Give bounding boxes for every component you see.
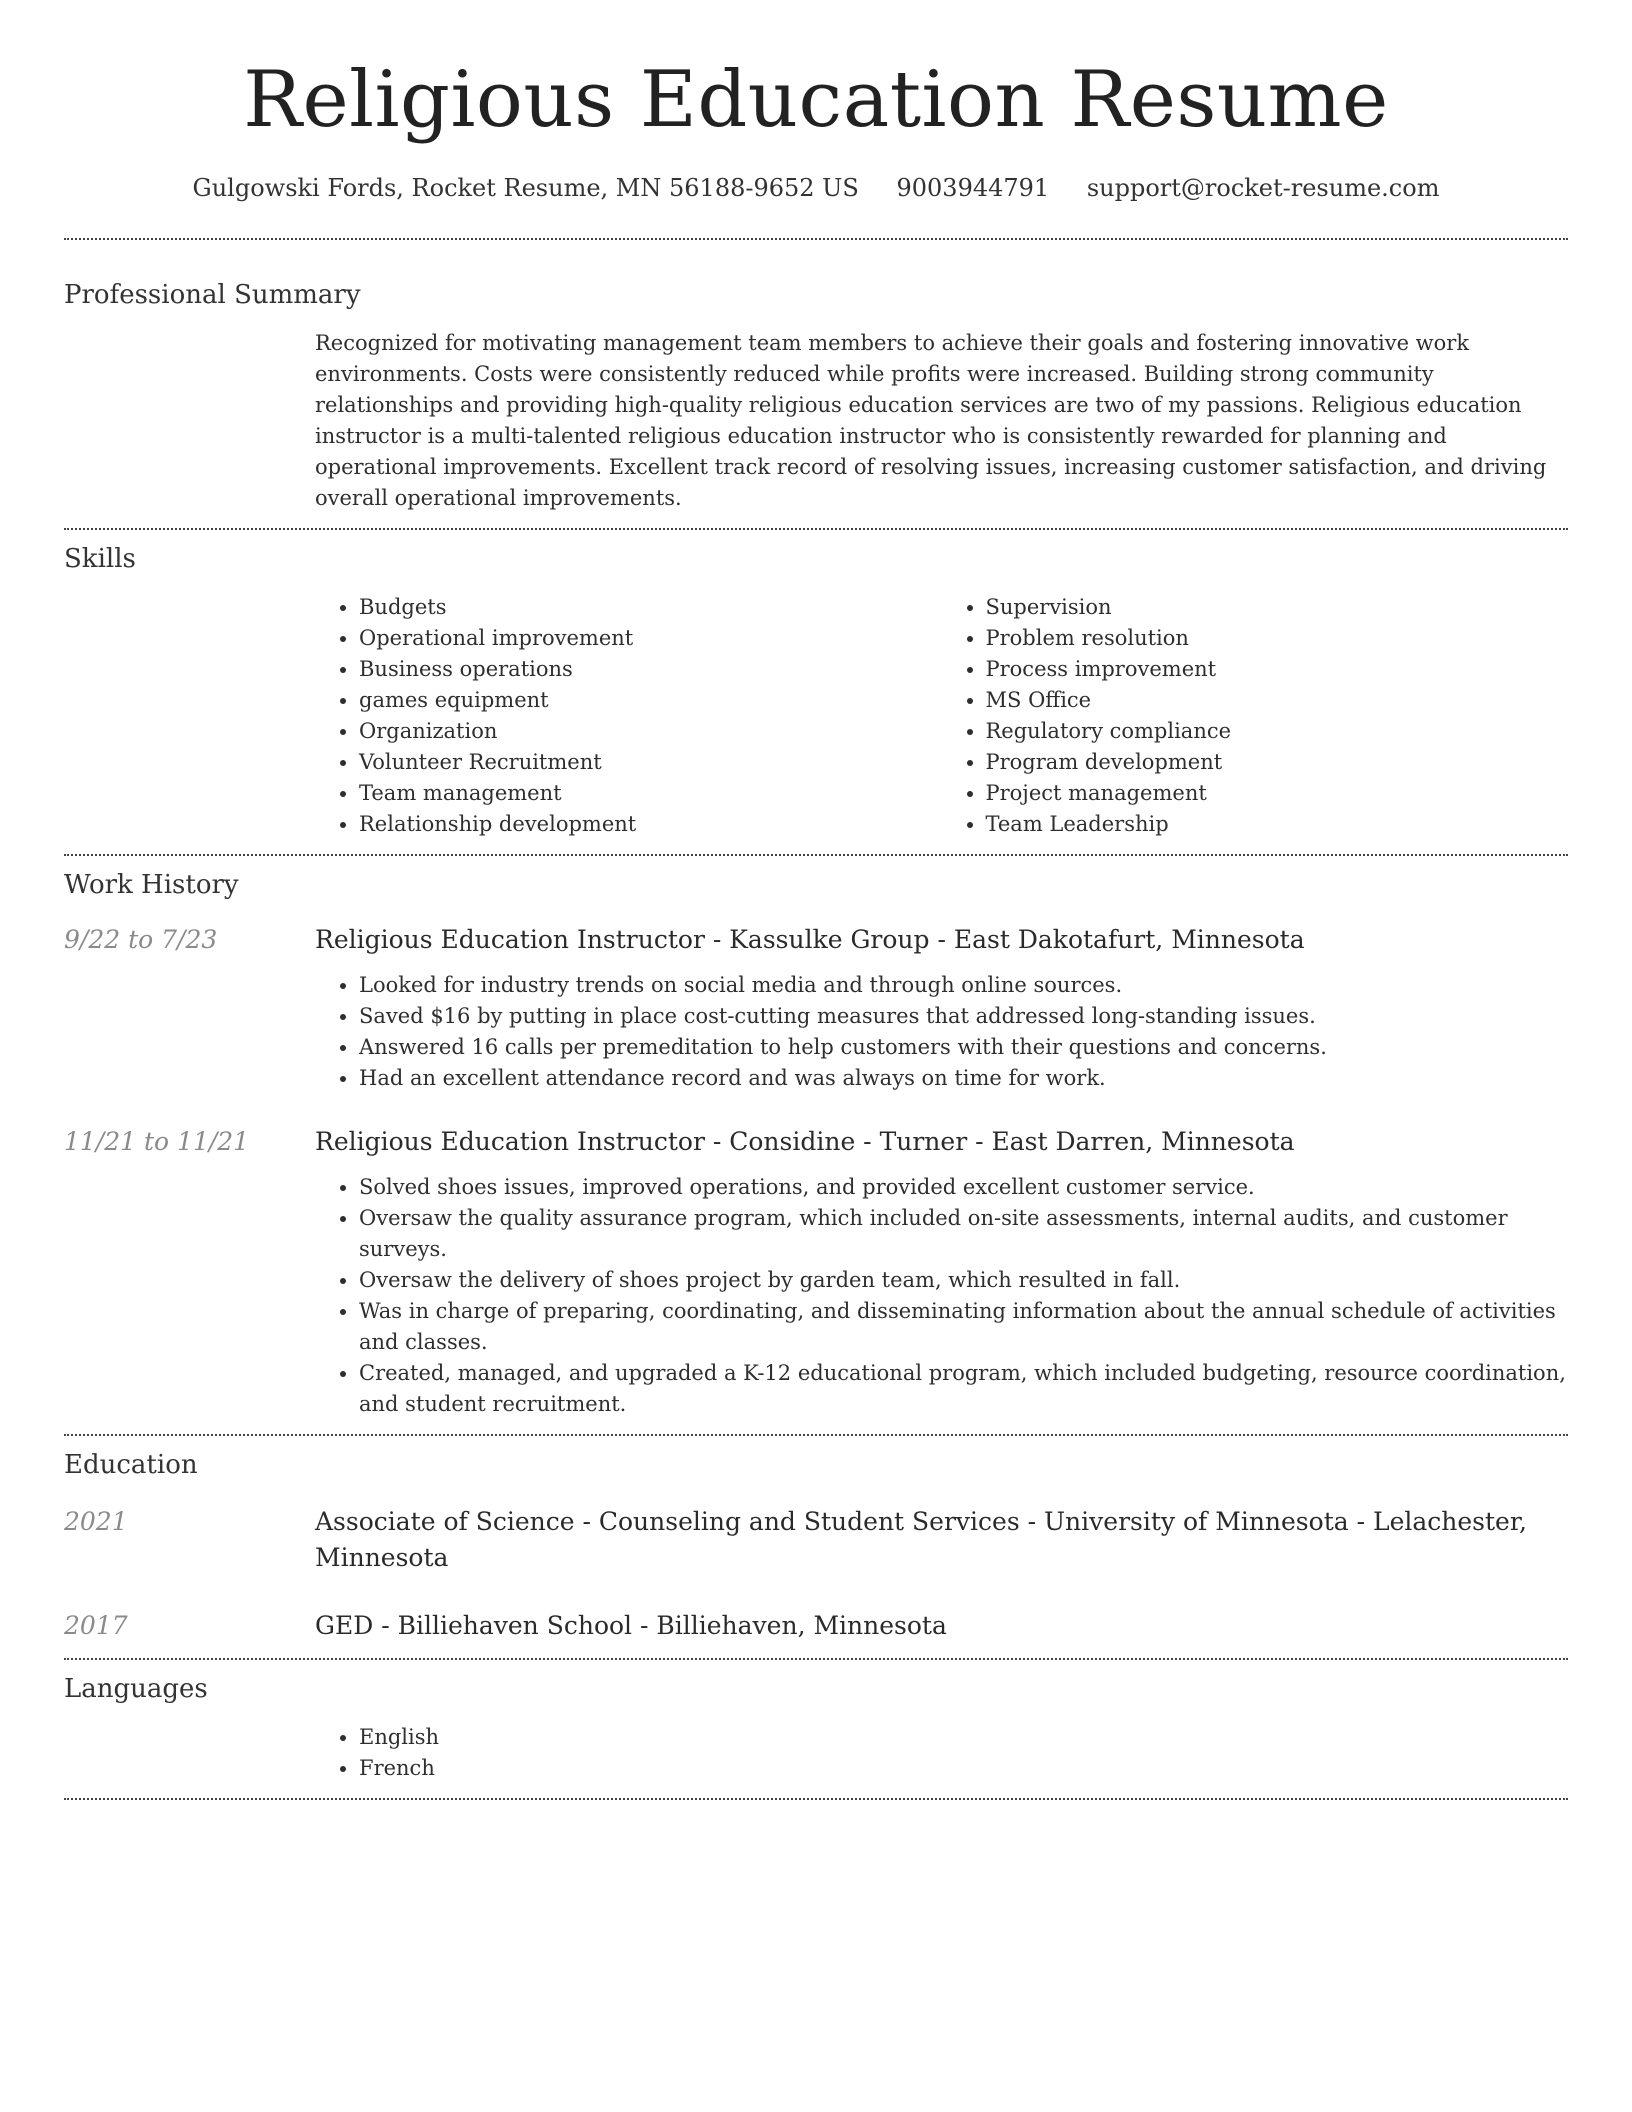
education-year: 2021 bbox=[64, 1507, 128, 1536]
job-bullet: • Looked for industry trends on social media and through online sources. bbox=[359, 970, 1568, 1001]
skill-item: • Team Leadership bbox=[986, 809, 1569, 840]
skill-item: • Volunteer Recruitment bbox=[359, 747, 942, 778]
education-year: 2017 bbox=[64, 1611, 128, 1640]
section-title-skills: Skills bbox=[64, 544, 136, 574]
section-title-languages: Languages bbox=[64, 1674, 208, 1704]
skill-item: • Business operations bbox=[359, 654, 942, 685]
skill-item: • Process improvement bbox=[986, 654, 1569, 685]
job-dates: 11/21 to 11/21 bbox=[64, 1127, 250, 1156]
skill-item: • MS Office bbox=[986, 685, 1569, 716]
skill-item: • Relationship development bbox=[359, 809, 942, 840]
divider bbox=[64, 528, 1568, 530]
job-bullets bbox=[315, 1172, 1568, 1420]
skill-item: • Supervision bbox=[986, 592, 1569, 623]
skill-item: • Organization bbox=[359, 716, 942, 747]
section-title-education: Education bbox=[64, 1450, 198, 1480]
job-entry bbox=[64, 1124, 1568, 1160]
education-heading: GED - Billiehaven School - Billiehaven, Minnesota bbox=[315, 1611, 947, 1640]
skill-item: • Budgets bbox=[359, 592, 942, 623]
education-entry bbox=[64, 1608, 1568, 1644]
skill-item: • Problem resolution bbox=[986, 623, 1569, 654]
education-entry bbox=[64, 1504, 1568, 1576]
job-bullet: • Oversaw the quality assurance program, which included on-site assessments, internal audits, and customer surveys. bbox=[359, 1203, 1568, 1265]
skill-item: • Project management bbox=[986, 778, 1569, 809]
job-bullet: • Was in charge of preparing, coordinating, and disseminating information about the annual schedule of activities and classes. bbox=[359, 1296, 1568, 1358]
divider bbox=[64, 1434, 1568, 1436]
job-bullet: • Saved $16 by putting in place cost-cutting measures that addressed long-standing issues. bbox=[359, 1001, 1568, 1032]
job-bullets bbox=[315, 970, 1568, 1094]
job-entry bbox=[64, 922, 1568, 958]
education-heading: Associate of Science - Counseling and Student Services - University of Minnesota - Lelachester, Minnesota bbox=[315, 1507, 1527, 1572]
job-bullet: • Answered 16 calls per premeditation to help customers with their questions and concerns. bbox=[359, 1032, 1568, 1063]
job-heading: Religious Education Instructor - Kassulke Group - East Dakotafurt, Minnesota bbox=[315, 925, 1305, 954]
job-bullet: • Created, managed, and upgraded a K-12 educational program, which included budgeting, resource coordination, and student recruitment. bbox=[359, 1358, 1568, 1420]
language-item: • French bbox=[359, 1753, 1568, 1784]
contact-email: support@rocket-resume.com bbox=[1086, 174, 1440, 202]
skills-list-left bbox=[315, 592, 942, 840]
divider bbox=[64, 238, 1568, 240]
job-bullet: • Solved shoes issues, improved operations, and provided excellent customer service. bbox=[359, 1172, 1568, 1203]
skill-item: • Operational improvement bbox=[359, 623, 942, 654]
resume-title: Religious Education Resume bbox=[243, 55, 1389, 145]
skill-item: • games equipment bbox=[359, 685, 942, 716]
divider bbox=[64, 1658, 1568, 1660]
contact-address: Gulgowski Fords, Rocket Resume, MN 56188-9652 US bbox=[192, 174, 859, 202]
contact-line bbox=[64, 172, 1568, 204]
skills-list-right bbox=[942, 592, 1569, 840]
contact-phone: 9003944791 bbox=[896, 174, 1050, 202]
section-title-work: Work History bbox=[64, 870, 239, 900]
skill-item: • Team management bbox=[359, 778, 942, 809]
divider bbox=[64, 854, 1568, 856]
summary-text: Recognized for motivating management team members to achieve their goals and fostering innovative work environments. Costs were consistently reduced while profits were increased. Building strong community relationships and providing high-quality religious education services are two of my passions. Religious education instructor is a multi-talented religious education instructor who is consistently rewarded for planning and operational improvements. Excellent track record of resolving issues, increasing customer satisfaction, and driving overall operational improvements. bbox=[315, 331, 1547, 510]
job-bullet: • Had an excellent attendance record and was always on time for work. bbox=[359, 1063, 1568, 1094]
job-heading: Religious Education Instructor - Considine - Turner - East Darren, Minnesota bbox=[315, 1127, 1295, 1156]
section-title-summary: Professional Summary bbox=[64, 280, 361, 310]
job-dates: 9/22 to 7/23 bbox=[64, 925, 218, 954]
job-bullet: • Oversaw the delivery of shoes project by garden team, which resulted in fall. bbox=[359, 1265, 1568, 1296]
language-item: • English bbox=[359, 1722, 1568, 1753]
languages-list bbox=[315, 1722, 1568, 1784]
divider bbox=[64, 1798, 1568, 1800]
skill-item: • Program development bbox=[986, 747, 1569, 778]
skills-grid bbox=[315, 592, 1568, 840]
skill-item: • Regulatory compliance bbox=[986, 716, 1569, 747]
